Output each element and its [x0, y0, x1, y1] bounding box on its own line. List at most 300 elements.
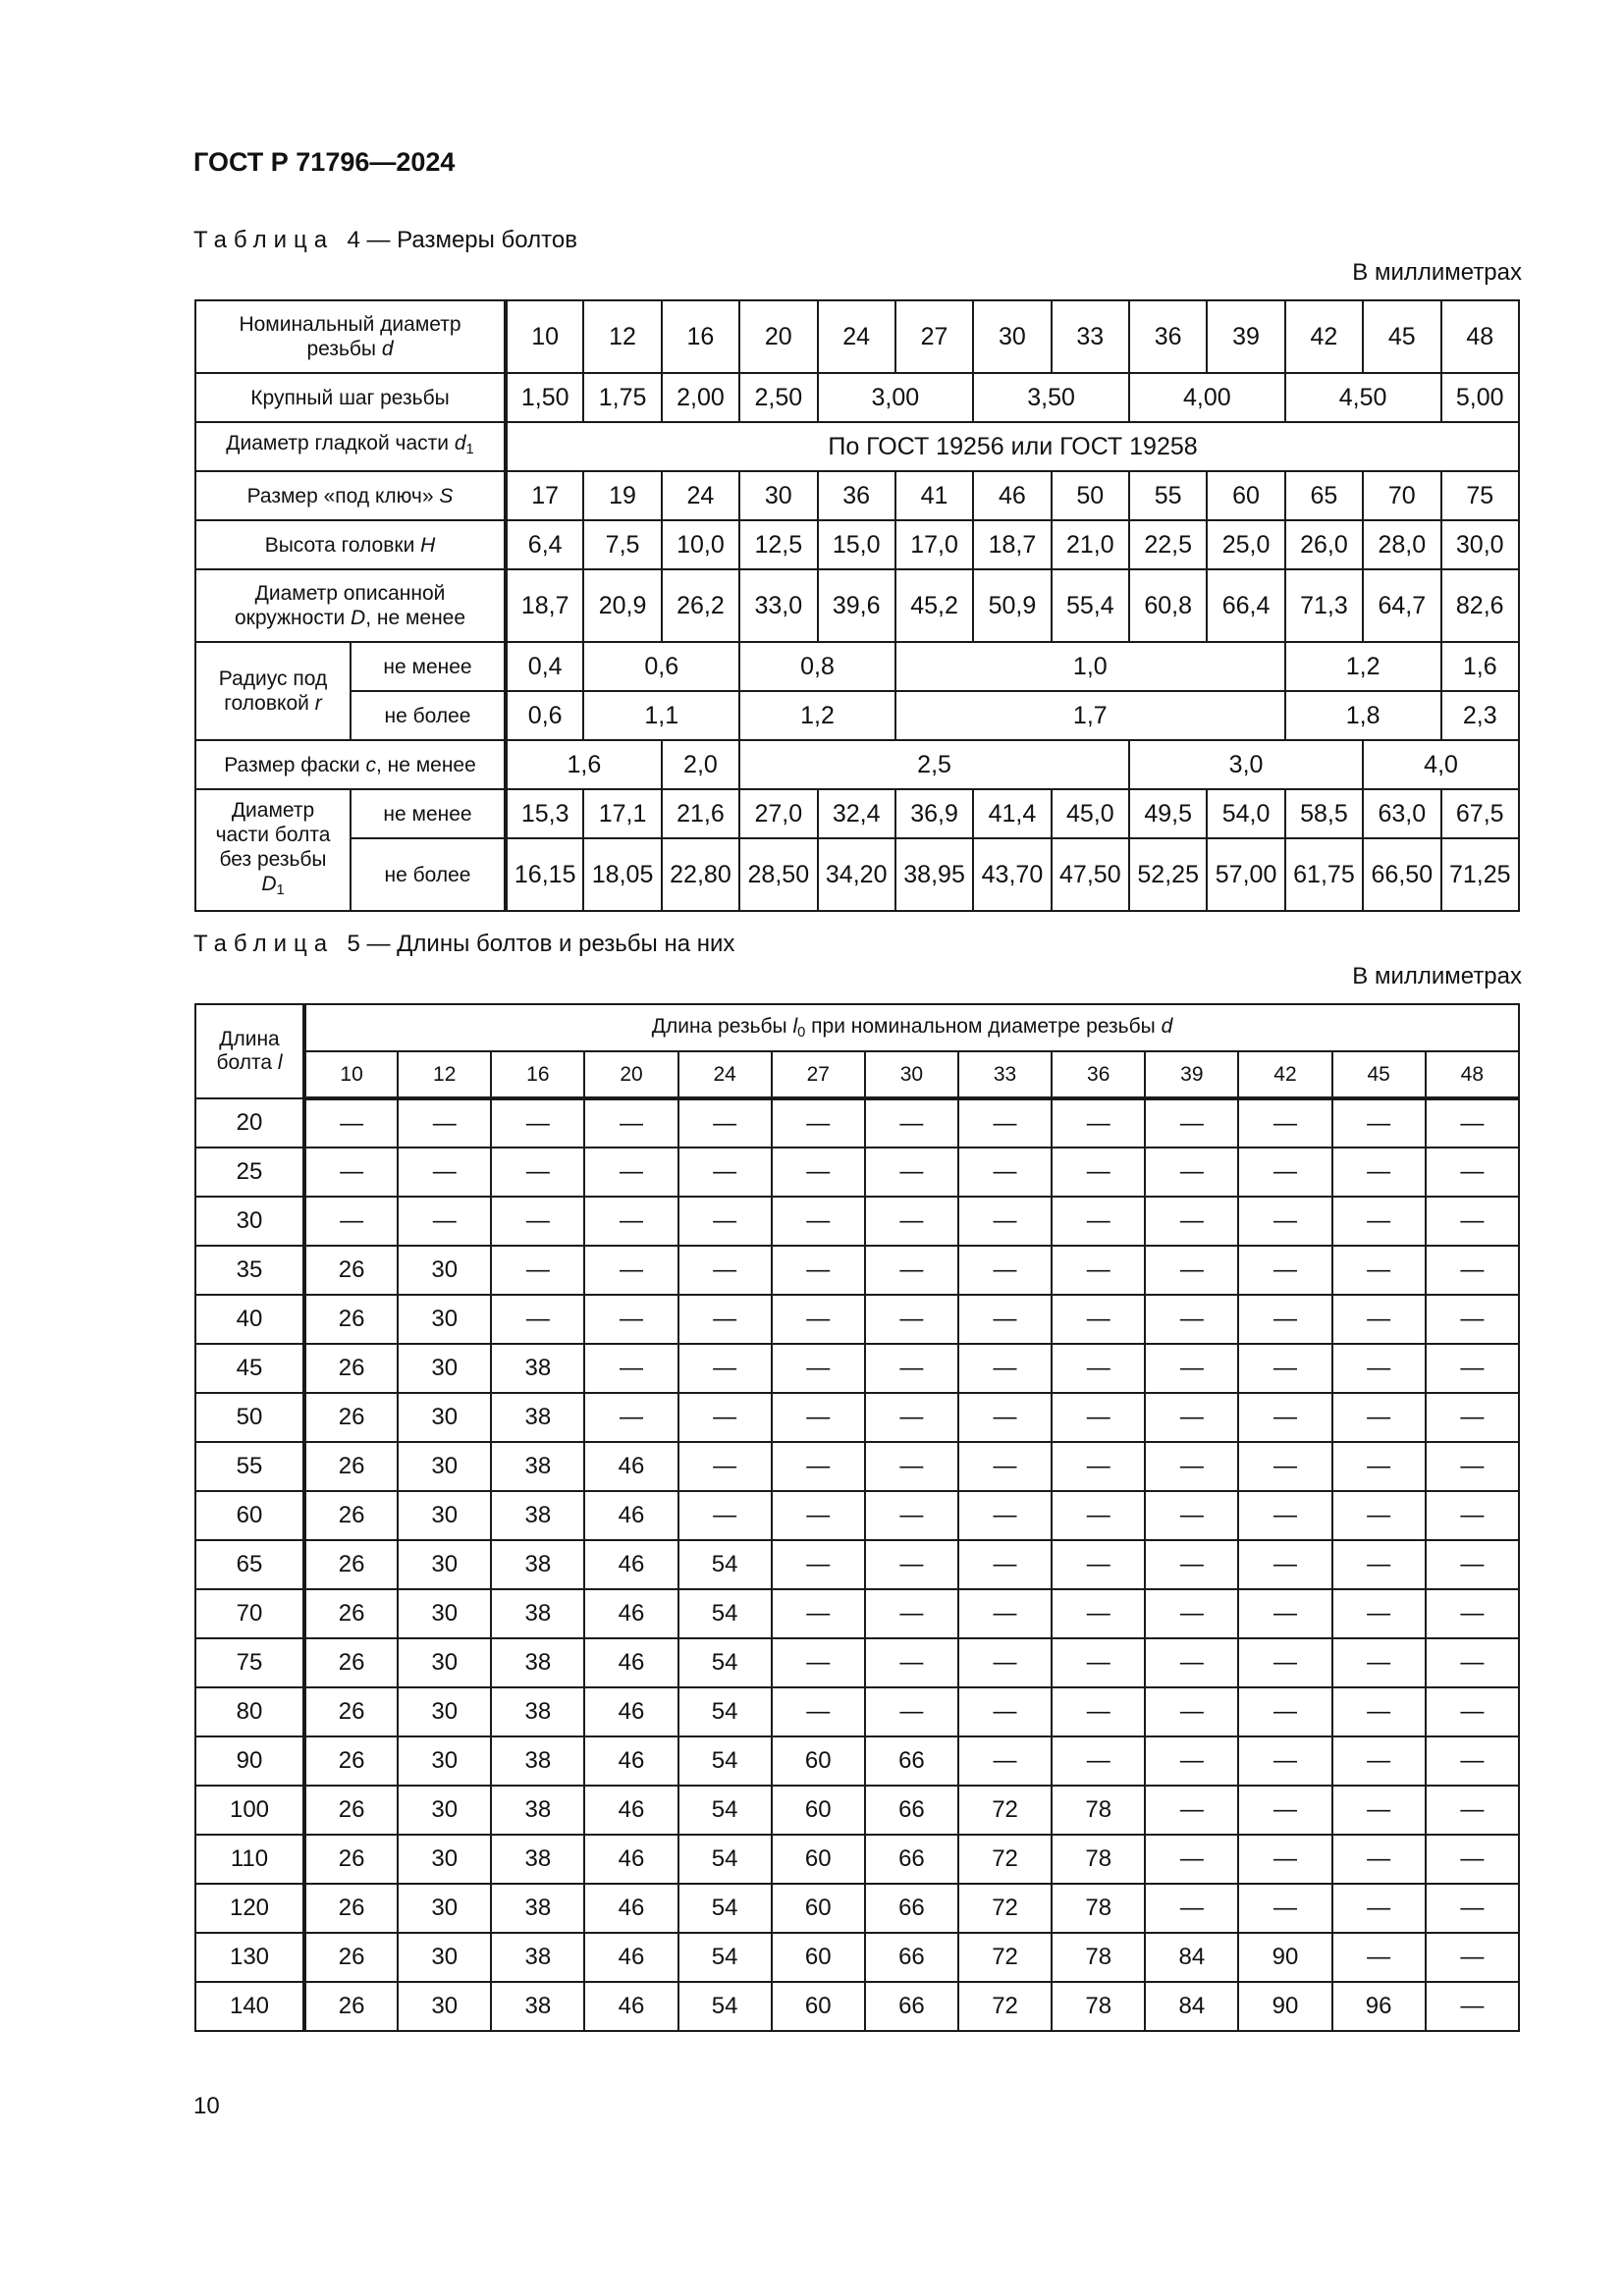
thread-length-cell: — [1238, 1393, 1331, 1442]
table-cell: 25,0 [1207, 520, 1284, 569]
table-cell: 33,0 [739, 569, 817, 642]
table-cell: 33 [1052, 300, 1129, 373]
diameter-column-header: 16 [491, 1051, 584, 1098]
thread-length-cell: — [958, 1491, 1052, 1540]
table-cell: 36 [818, 471, 895, 520]
thread-length-cell: 26 [304, 1933, 398, 1982]
thread-length-cell: — [1052, 1393, 1145, 1442]
thread-length-cell: — [1238, 1884, 1331, 1933]
table-cell: 41 [895, 471, 973, 520]
thread-length-cell: — [958, 1589, 1052, 1638]
thread-length-cell: — [772, 1540, 865, 1589]
thread-length-cell: — [1145, 1344, 1238, 1393]
thread-length-cell: — [772, 1491, 865, 1540]
thread-length-cell: 38 [491, 1687, 584, 1736]
table-row [195, 1197, 1519, 1246]
thread-length-cell: — [491, 1246, 584, 1295]
table-cell: 21,6 [662, 789, 739, 838]
thread-length-cell: 30 [398, 1835, 491, 1884]
thread-length-cell: — [1426, 1982, 1519, 2031]
diameter-column-header: 27 [772, 1051, 865, 1098]
table-cell: 1,1 [583, 691, 739, 740]
thread-length-cell: 54 [678, 1589, 772, 1638]
thread-length-cell: — [958, 1687, 1052, 1736]
table-cell: 1,8 [1285, 691, 1441, 740]
table-cell: 30 [973, 300, 1051, 373]
thread-length-cell: — [678, 1246, 772, 1295]
table-cell: 66,50 [1363, 838, 1440, 911]
thread-length-cell: 26 [304, 1589, 398, 1638]
thread-length-cell: 66 [865, 1736, 958, 1786]
thread-length-cell: — [1332, 1540, 1426, 1589]
thread-length-cell: — [958, 1098, 1052, 1148]
thread-length-cell: — [865, 1638, 958, 1687]
thread-length-cell: — [304, 1148, 398, 1197]
table-cell: 20 [739, 300, 817, 373]
thread-length-cell: 38 [491, 1638, 584, 1687]
thread-length-cell: — [678, 1148, 772, 1197]
thread-length-cell: — [1238, 1589, 1331, 1638]
table-cell: 16 [662, 300, 739, 373]
thread-length-cell: — [1145, 1786, 1238, 1835]
thread-length-cell: — [1332, 1442, 1426, 1491]
table-row [195, 642, 1519, 691]
thread-length-cell: — [958, 1197, 1052, 1246]
table5-units: В миллиметрах [1352, 963, 1522, 989]
thread-length-cell: — [772, 1197, 865, 1246]
thread-length-cell: — [1052, 1442, 1145, 1491]
bolt-length-cell: 50 [195, 1393, 304, 1442]
table-cell: 3,00 [818, 373, 974, 422]
thread-length-cell: 66 [865, 1786, 958, 1835]
thread-length-cell: — [398, 1098, 491, 1148]
thread-length-cell: — [772, 1098, 865, 1148]
table4-caption-number: 4 [347, 227, 360, 253]
thread-length-cell: — [1332, 1246, 1426, 1295]
thread-length-cell: 46 [584, 1736, 677, 1786]
table-cell: 4,0 [1363, 740, 1519, 789]
thread-length-cell: 46 [584, 1982, 677, 2031]
table-cell: 41,4 [973, 789, 1051, 838]
row-label: Диаметр описанной окружности D, не менее [195, 569, 506, 642]
diameter-column-header: 20 [584, 1051, 677, 1098]
thread-length-cell: — [958, 1344, 1052, 1393]
bolt-length-cell: 35 [195, 1246, 304, 1295]
row-label: Номинальный диаметр резьбы d [195, 300, 506, 373]
thread-length-cell: — [865, 1246, 958, 1295]
thread-length-cell: — [1332, 1589, 1426, 1638]
table-cell: 32,4 [818, 789, 895, 838]
thread-length-cell: 54 [678, 1786, 772, 1835]
row-sublabel: не менее [351, 642, 506, 691]
thread-length-cell: 30 [398, 1295, 491, 1344]
row-label: Высота головки H [195, 520, 506, 569]
table-cell: 1,6 [1441, 642, 1520, 691]
thread-length-cell: — [1426, 1098, 1519, 1148]
thread-length-cell: — [958, 1393, 1052, 1442]
table-row [195, 1638, 1519, 1687]
thread-length-cell: — [1332, 1148, 1426, 1197]
table-cell: 19 [583, 471, 661, 520]
thread-length-cell: 54 [678, 1933, 772, 1982]
thread-length-cell: — [1145, 1491, 1238, 1540]
thread-length-cell: — [772, 1589, 865, 1638]
diameter-column-header: 42 [1238, 1051, 1331, 1098]
thread-length-cell: — [1332, 1098, 1426, 1148]
thread-length-cell: 72 [958, 1982, 1052, 2031]
thread-length-cell: 46 [584, 1884, 677, 1933]
thread-length-cell: 38 [491, 1344, 584, 1393]
thread-length-cell: 54 [678, 1638, 772, 1687]
thread-length-cell: — [584, 1197, 677, 1246]
table-cell: 34,20 [818, 838, 895, 911]
thread-length-cell: — [1426, 1197, 1519, 1246]
thread-length-cell: — [1238, 1246, 1331, 1295]
table-cell: 30 [739, 471, 817, 520]
table-cell: 1,7 [895, 691, 1285, 740]
table-row [195, 691, 1519, 740]
thread-length-cell: — [865, 1393, 958, 1442]
thread-length-cell: 46 [584, 1491, 677, 1540]
thread-length-cell: — [491, 1197, 584, 1246]
thread-length-cell: 60 [772, 1835, 865, 1884]
thread-length-cell: — [958, 1148, 1052, 1197]
table-cell: 28,0 [1363, 520, 1440, 569]
table-cell: 18,7 [973, 520, 1051, 569]
thread-length-cell: 30 [398, 1736, 491, 1786]
thread-length-cell: — [1145, 1540, 1238, 1589]
table-cell: 66,4 [1207, 569, 1284, 642]
table-cell: 1,6 [506, 740, 662, 789]
thread-length-cell: — [1052, 1687, 1145, 1736]
thread-length-cell: — [772, 1344, 865, 1393]
thread-length-cell: — [772, 1687, 865, 1736]
thread-length-cell: — [1238, 1491, 1331, 1540]
thread-length-cell: 30 [398, 1589, 491, 1638]
thread-length-cell: 72 [958, 1835, 1052, 1884]
thread-length-cell: — [1238, 1098, 1331, 1148]
bolt-length-cell: 20 [195, 1098, 304, 1148]
thread-length-cell: 46 [584, 1589, 677, 1638]
table-cell: 0,8 [739, 642, 895, 691]
thread-length-cell: — [584, 1148, 677, 1197]
thread-length-cell: 38 [491, 1589, 584, 1638]
table-cell: 17 [506, 471, 583, 520]
thread-length-cell: — [958, 1246, 1052, 1295]
thread-length-cell: — [865, 1491, 958, 1540]
table-cell: 1,75 [583, 373, 661, 422]
bolt-length-cell: 130 [195, 1933, 304, 1982]
table-row [195, 789, 1519, 838]
bolt-length-cell: 100 [195, 1786, 304, 1835]
thread-length-cell: — [1145, 1638, 1238, 1687]
row-label: Крупный шаг резьбы [195, 373, 506, 422]
table-cell: 75 [1441, 471, 1520, 520]
table4-units: В миллиметрах [1352, 259, 1522, 286]
table-cell: 3,0 [1129, 740, 1363, 789]
thread-length-cell: 38 [491, 1540, 584, 1589]
table-cell: 45 [1363, 300, 1440, 373]
diameter-column-header: 36 [1052, 1051, 1145, 1098]
row-sublabel: не более [351, 838, 506, 911]
thread-length-cell: 38 [491, 1982, 584, 2031]
table-cell: 26,0 [1285, 520, 1363, 569]
thread-length-cell: — [1238, 1442, 1331, 1491]
table-row [195, 1442, 1519, 1491]
table-cell: 15,0 [818, 520, 895, 569]
thread-length-cell: 38 [491, 1442, 584, 1491]
thread-length-cell: 96 [1332, 1982, 1426, 2031]
table-cell: 60 [1207, 471, 1284, 520]
thread-length-cell: 38 [491, 1835, 584, 1884]
table-cell: 45,0 [1052, 789, 1129, 838]
table-cell: 17,1 [583, 789, 661, 838]
thread-length-cell: — [584, 1344, 677, 1393]
thread-length-cell: — [1332, 1835, 1426, 1884]
bolt-length-cell: 30 [195, 1197, 304, 1246]
table-cell: 36 [1129, 300, 1207, 373]
thread-length-cell: 78 [1052, 1786, 1145, 1835]
thread-length-cell: 38 [491, 1786, 584, 1835]
table-cell: 71,25 [1441, 838, 1520, 911]
table-cell: 3,50 [973, 373, 1129, 422]
thread-length-cell: 30 [398, 1491, 491, 1540]
bolt-dimensions-table [194, 299, 1520, 912]
thread-length-cell: — [1332, 1295, 1426, 1344]
thread-length-cell: — [678, 1197, 772, 1246]
thread-length-cell: 66 [865, 1933, 958, 1982]
bolt-length-cell: 75 [195, 1638, 304, 1687]
thread-length-cell: — [584, 1098, 677, 1148]
thread-length-cell: — [1332, 1687, 1426, 1736]
thread-length-cell: 90 [1238, 1982, 1331, 2031]
thread-length-cell: 26 [304, 1344, 398, 1393]
table4-caption-title: — Размеры болтов [366, 227, 577, 253]
thread-length-cell: 54 [678, 1884, 772, 1933]
table-row [195, 373, 1519, 422]
document-id: ГОСТ Р 71796—2024 [193, 147, 456, 177]
table-cell: 54,0 [1207, 789, 1284, 838]
table-cell: 17,0 [895, 520, 973, 569]
table4-caption [193, 227, 577, 254]
thread-length-cell: — [1052, 1736, 1145, 1786]
thread-length-cell: 90 [1238, 1933, 1331, 1982]
thread-length-cell: 30 [398, 1540, 491, 1589]
thread-length-cell: — [1145, 1197, 1238, 1246]
thread-length-cell: — [1052, 1344, 1145, 1393]
thread-length-cell: 26 [304, 1540, 398, 1589]
table-cell: 70 [1363, 471, 1440, 520]
bolt-length-cell: 140 [195, 1982, 304, 2031]
table-cell: 2,0 [662, 740, 739, 789]
table5-caption-title: — Длины болтов и резьбы на них [366, 931, 735, 957]
row-group-label: Диаметр части болта без резьбы $D_1$ [195, 789, 351, 911]
row-sublabel: не менее [351, 789, 506, 838]
table-cell: 4,00 [1129, 373, 1285, 422]
thread-length-cell: 78 [1052, 1835, 1145, 1884]
table5-caption [193, 931, 734, 958]
thread-length-cell: — [1238, 1197, 1331, 1246]
thread-length-cell: 60 [772, 1736, 865, 1786]
thread-length-cell: — [1426, 1491, 1519, 1540]
table-row [195, 1148, 1519, 1197]
diameter-column-header: 45 [1332, 1051, 1426, 1098]
thread-length-cell: — [1145, 1589, 1238, 1638]
table-row [195, 740, 1519, 789]
thread-length-cell: — [958, 1295, 1052, 1344]
table-row [195, 422, 1519, 471]
row-label: Размер фаски c, не менее [195, 740, 506, 789]
thread-length-cell: — [1332, 1933, 1426, 1982]
table-row [195, 569, 1519, 642]
table-cell: 2,50 [739, 373, 817, 422]
thread-length-cell: 30 [398, 1638, 491, 1687]
thread-length-cell: 46 [584, 1835, 677, 1884]
table-cell: 82,6 [1441, 569, 1520, 642]
thread-length-cell: — [958, 1540, 1052, 1589]
thread-length-group-header: Длина резьбы $l_0$ при номинальном диаметре резьбы d [304, 1004, 1519, 1051]
table-cell: 50,9 [973, 569, 1051, 642]
diameter-column-header: 10 [304, 1051, 398, 1098]
table-cell: 7,5 [583, 520, 661, 569]
thread-length-cell: — [1332, 1197, 1426, 1246]
thread-length-cell: — [678, 1491, 772, 1540]
thread-length-cell: — [1426, 1589, 1519, 1638]
thread-length-cell: — [772, 1393, 865, 1442]
thread-length-cell: 26 [304, 1442, 398, 1491]
bolt-length-cell: 90 [195, 1736, 304, 1786]
thread-length-cell: 72 [958, 1786, 1052, 1835]
thread-length-cell: — [958, 1736, 1052, 1786]
page-number: 10 [193, 2093, 220, 2119]
thread-length-cell: — [304, 1197, 398, 1246]
table-cell: 24 [662, 471, 739, 520]
thread-length-cell: 78 [1052, 1933, 1145, 1982]
bolt-length-cell: 40 [195, 1295, 304, 1344]
row-group-label: Радиус под головкой r [195, 642, 351, 740]
table-cell: 18,7 [506, 569, 583, 642]
thread-length-cell: 66 [865, 1982, 958, 2031]
thread-length-cell: 26 [304, 1884, 398, 1933]
thread-length-cell: 78 [1052, 1982, 1145, 2031]
thread-length-cell: — [772, 1442, 865, 1491]
table-row [195, 1884, 1519, 1933]
length-column-header: Длина болта l [195, 1004, 304, 1098]
thread-length-cell: — [398, 1148, 491, 1197]
thread-length-cell: — [958, 1638, 1052, 1687]
table-cell: 21,0 [1052, 520, 1129, 569]
thread-length-cell: — [1426, 1835, 1519, 1884]
table-cell: 24 [818, 300, 895, 373]
table-cell: 6,4 [506, 520, 583, 569]
thread-length-cell: 78 [1052, 1884, 1145, 1933]
table-cell: 60,8 [1129, 569, 1207, 642]
table-row [195, 520, 1519, 569]
thread-length-cell: — [491, 1295, 584, 1344]
table-cell: 58,5 [1285, 789, 1363, 838]
thread-length-cell: — [1426, 1736, 1519, 1786]
table5-caption-prefix: Таблица [193, 931, 335, 957]
thread-length-cell: — [1145, 1393, 1238, 1442]
table-cell: 20,9 [583, 569, 661, 642]
thread-length-cell: 30 [398, 1786, 491, 1835]
diameter-column-header: 33 [958, 1051, 1052, 1098]
thread-length-cell: 30 [398, 1344, 491, 1393]
thread-length-cell: 54 [678, 1835, 772, 1884]
table-cell: 46 [973, 471, 1051, 520]
thread-length-cell: — [1145, 1098, 1238, 1148]
thread-length-cell: — [1145, 1835, 1238, 1884]
bolt-length-cell: 45 [195, 1344, 304, 1393]
thread-length-cell: — [304, 1098, 398, 1148]
thread-length-cell: 46 [584, 1786, 677, 1835]
thread-length-cell: 26 [304, 1393, 398, 1442]
table-cell: 36,9 [895, 789, 973, 838]
thread-length-cell: — [1052, 1098, 1145, 1148]
thread-length-cell: — [1052, 1491, 1145, 1540]
thread-length-cell: 26 [304, 1982, 398, 2031]
thread-length-cell: 54 [678, 1540, 772, 1589]
diameter-column-header: 24 [678, 1051, 772, 1098]
thread-length-cell: 26 [304, 1295, 398, 1344]
table-cell: 28,50 [739, 838, 817, 911]
diameter-column-header: 30 [865, 1051, 958, 1098]
table-row [195, 1295, 1519, 1344]
table-cell: 38,95 [895, 838, 973, 911]
thread-length-cell: 54 [678, 1982, 772, 2031]
table-cell: 12 [583, 300, 661, 373]
table-row [195, 1982, 1519, 2031]
table-row [195, 471, 1519, 520]
thread-length-cell: 84 [1145, 1933, 1238, 1982]
thread-length-cell: 30 [398, 1982, 491, 2031]
thread-length-cell: — [865, 1540, 958, 1589]
table-row [195, 1736, 1519, 1786]
thread-length-cell: — [1145, 1148, 1238, 1197]
table-cell: 5,00 [1441, 373, 1520, 422]
table-cell: 12,5 [739, 520, 817, 569]
thread-length-cell: 26 [304, 1491, 398, 1540]
table-cell: 55 [1129, 471, 1207, 520]
thread-length-cell: 46 [584, 1442, 677, 1491]
table-cell: 0,6 [506, 691, 583, 740]
table-cell: 63,0 [1363, 789, 1440, 838]
thread-length-cell: 60 [772, 1884, 865, 1933]
thread-length-cell: — [865, 1197, 958, 1246]
thread-length-cell: — [772, 1246, 865, 1295]
thread-length-cell: 30 [398, 1687, 491, 1736]
table-cell: 39,6 [818, 569, 895, 642]
bolt-length-cell: 65 [195, 1540, 304, 1589]
thread-length-cell: — [1145, 1295, 1238, 1344]
thread-length-cell: — [865, 1589, 958, 1638]
thread-length-cell: — [1145, 1442, 1238, 1491]
thread-length-cell: 26 [304, 1786, 398, 1835]
thread-length-cell: — [491, 1098, 584, 1148]
thread-length-cell: 30 [398, 1442, 491, 1491]
thread-length-cell: — [1332, 1491, 1426, 1540]
table-cell: 22,80 [662, 838, 739, 911]
bolt-length-cell: 60 [195, 1491, 304, 1540]
table-cell: 27,0 [739, 789, 817, 838]
thread-length-cell: — [1332, 1884, 1426, 1933]
thread-length-cell: — [1052, 1246, 1145, 1295]
thread-length-cell: — [1145, 1246, 1238, 1295]
thread-length-cell: 66 [865, 1884, 958, 1933]
table-row [195, 1835, 1519, 1884]
table-cell: 71,3 [1285, 569, 1363, 642]
thread-length-cell: — [1238, 1786, 1331, 1835]
